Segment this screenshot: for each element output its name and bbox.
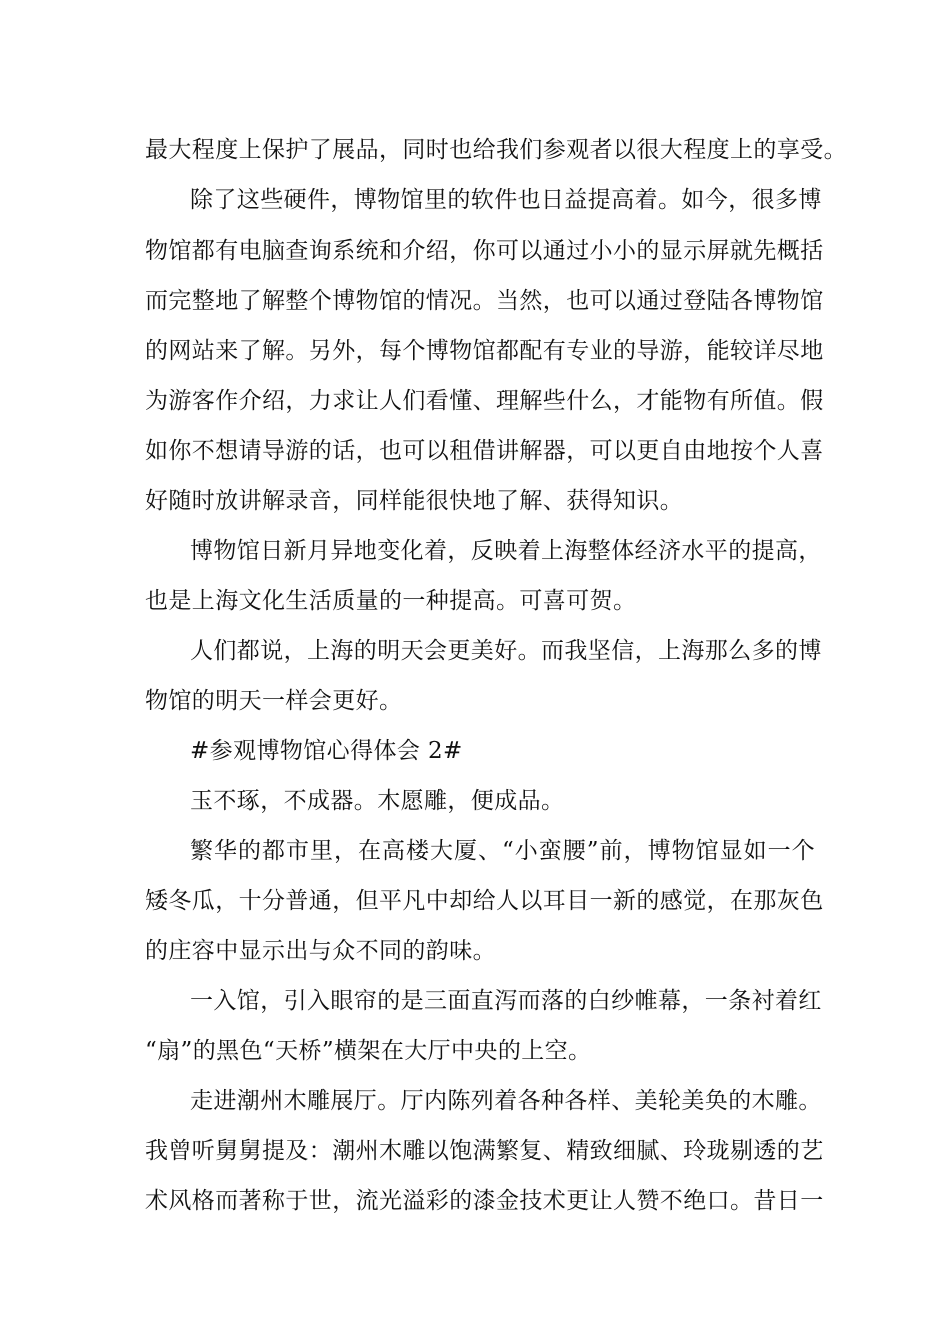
paragraph-start-line: 走进潮州木雕展厅。厅内陈列着各种各样、美轮美奂的木雕。 xyxy=(190,1088,822,1114)
text-line: 物馆都有电脑查询系统和介绍，你可以通过小小的显示屏就先概括 xyxy=(145,238,824,264)
text-line: 的庄容中显示出与众不同的韵味。 xyxy=(145,938,496,964)
text-line: 为游客作介绍，力求让人们看懂、理解些什么，才能物有所值。假 xyxy=(145,388,824,414)
text-line: 矮冬瓜，十分普通，但平凡中却给人以耳目一新的感觉，在那灰色 xyxy=(145,888,824,914)
text-line: 的网站来了解。另外，每个博物馆都配有专业的导游，能较详尽地 xyxy=(145,338,824,364)
paragraph-start-line: 一入馆，引入眼帘的是三面直泻而落的白纱帷幕，一条衬着红 xyxy=(190,988,822,1014)
text-line: “扇”的黑色“天桥”横架在大厅中央的上空。 xyxy=(145,1038,592,1064)
text-line: 如你不想请导游的话，也可以租借讲解器，可以更自由地按个人喜 xyxy=(145,438,824,464)
text-line: 最大程度上保护了展品，同时也给我们参观者以很大程度上的享受。 xyxy=(145,137,847,163)
text-line: 而完整地了解整个博物馆的情况。当然，也可以通过登陆各博物馆 xyxy=(145,288,824,314)
text-line: 也是上海文化生活质量的一种提高。可喜可贺。 xyxy=(145,588,637,614)
paragraph-start-line: 繁华的都市里，在高楼大厦、“小蛮腰”前，博物馆显如一个 xyxy=(190,838,815,864)
paragraph-start-line: 玉不琢，不成器。木愿雕，便成品。 xyxy=(190,788,565,814)
paragraph-start-line: 除了这些硬件，博物馆里的软件也日益提高着。如今，很多博 xyxy=(190,187,822,213)
text-line: 物馆的明天一样会更好。 xyxy=(145,688,403,714)
paragraph-start-line: 博物馆日新月异地变化着，反映着上海整体经济水平的提高， xyxy=(190,538,822,564)
text-line: 术风格而著称于世，流光溢彩的漆金技术更让人赞不绝口。昔日一 xyxy=(145,1188,824,1214)
paragraph-start-line: 人们都说，上海的明天会更美好。而我坚信，上海那么多的博 xyxy=(190,638,822,664)
section-heading: #参观博物馆心得体会 2# xyxy=(190,738,463,764)
text-line: 好随时放讲解录音，同样能很快地了解、获得知识。 xyxy=(145,488,684,514)
text-line: 我曾听舅舅提及：潮州木雕以饱满繁复、精致细腻、玲珑剔透的艺 xyxy=(145,1138,824,1164)
